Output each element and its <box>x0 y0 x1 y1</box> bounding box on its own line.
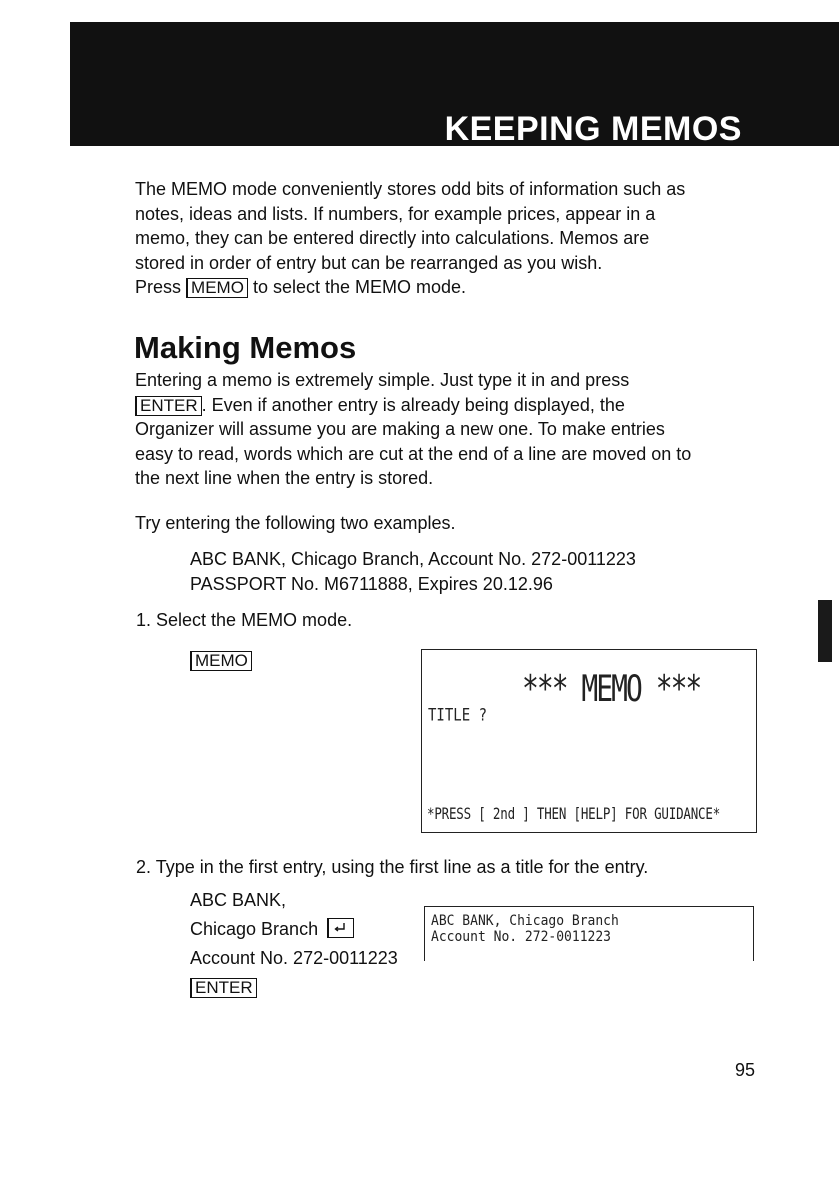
making-line: Entering a memo is extremely simple. Just type it in and press <box>135 370 630 390</box>
example-item: PASSPORT No. M6711888, Expires 20.12.96 <box>190 573 553 594</box>
entry-line-text: Chicago Branch <box>190 919 319 939</box>
step-1-key-block <box>190 648 252 673</box>
step-2-entry <box>190 886 398 1002</box>
side-tab-marker <box>818 600 832 662</box>
try-instruction: Try entering the following two examples. <box>135 513 456 533</box>
memo-key: MEMO <box>190 651 252 671</box>
press-text: Press <box>135 277 182 297</box>
intro-line: stored in order of entry but can be rearranged as you wish. <box>135 252 603 273</box>
making-line: easy to read, words which are cut at the end of a line are moved on to <box>135 443 692 464</box>
making-line-with-key <box>135 393 775 418</box>
step-2-text: 2. Type in the first entry, using the first line as a title for the entry. <box>136 857 649 877</box>
entry-line: Account No. 272-0011223 <box>190 948 398 968</box>
intro-paragraph <box>135 177 775 300</box>
step-1-text: 1. Select the MEMO mode. <box>136 610 353 630</box>
lcd-help-text: *PRESS [ 2nd ] THEN [HELP] FOR GUIDANCE* <box>427 804 721 823</box>
memo-key: MEMO <box>186 278 248 298</box>
return-key-icon <box>327 918 354 938</box>
lcd-screen-entry <box>424 906 754 961</box>
intro-line: memo, they can be entered directly into calculations. Memos are <box>135 228 650 248</box>
chapter-banner <box>70 22 839 146</box>
press-suffix-text: to select the MEMO mode. <box>252 277 467 297</box>
making-line-text: . Even if another entry is already being displayed, the <box>201 394 625 415</box>
lcd-entry-line: ABC BANK, Chicago Branch <box>431 913 619 930</box>
lcd-title-prompt: TITLE ? <box>428 706 488 726</box>
entry-line-with-key <box>190 915 398 944</box>
example-item: ABC BANK, Chicago Branch, Account No. 272-0011223 <box>190 549 636 569</box>
intro-line: notes, ideas and lists. If numbers, for example prices, appear in a <box>135 203 656 224</box>
entry-key-line <box>190 973 398 1002</box>
making-paragraph <box>135 368 775 491</box>
making-line: the next line when the entry is stored. <box>135 468 434 488</box>
example-list <box>190 547 636 596</box>
entry-line: ABC BANK, <box>190 890 287 910</box>
intro-press-line <box>135 275 775 300</box>
page-number: 95 <box>735 1060 756 1080</box>
enter-key: ENTER <box>135 396 202 416</box>
enter-key: ENTER <box>190 978 257 998</box>
intro-line: The MEMO mode conveniently stores odd bits of information such as <box>135 179 686 199</box>
lcd-heading: *** MEMO *** <box>522 667 701 710</box>
section-title: Making Memos <box>134 330 357 365</box>
lcd-entry-line: Account No. 272-0011223 <box>431 929 612 946</box>
lcd-screen-memo <box>421 649 757 833</box>
chapter-title: KEEPING MEMOS <box>444 110 742 148</box>
return-arrow-icon <box>333 922 347 933</box>
making-line: Organizer will assume you are making a new one. To make entries <box>135 419 665 439</box>
